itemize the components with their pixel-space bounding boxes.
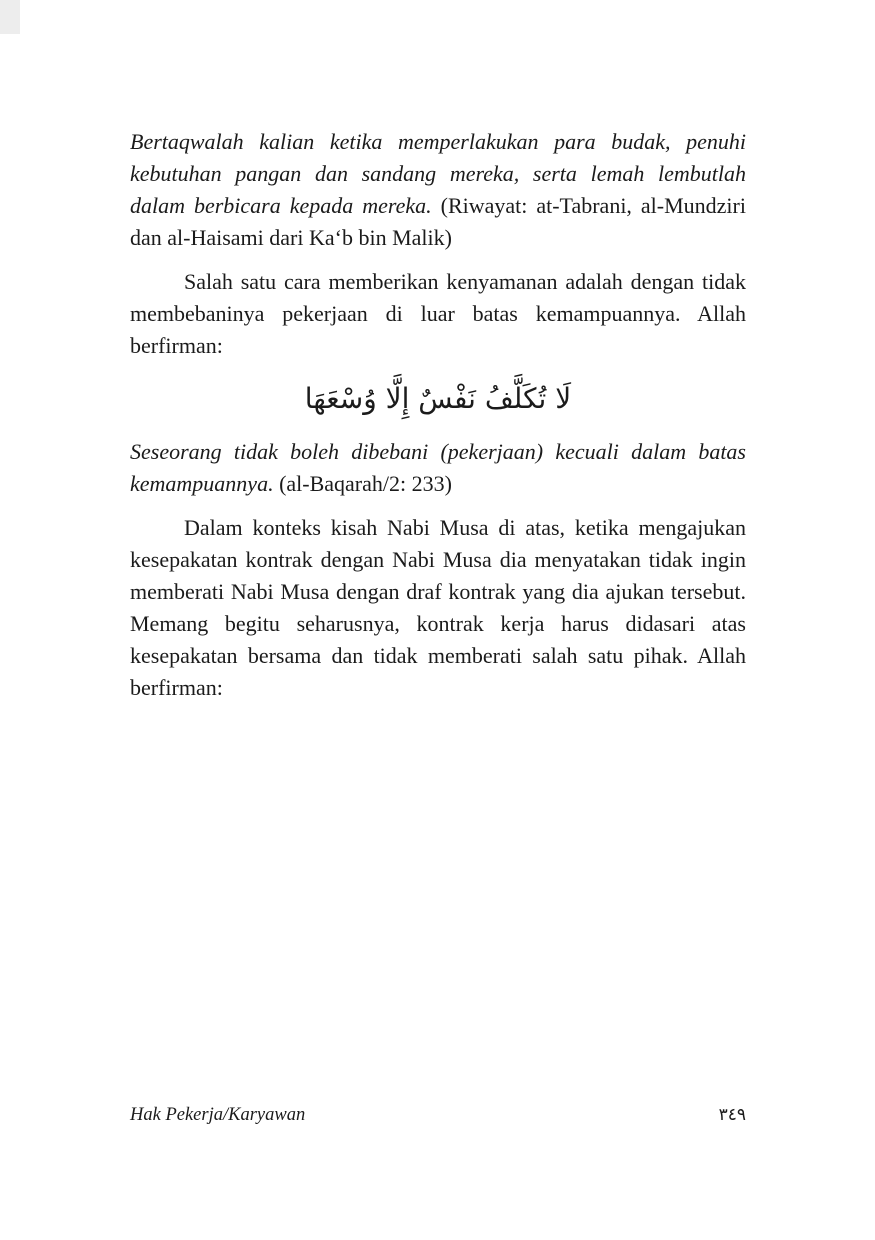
arabic-verse: لَا تُكَلَّفُ نَفْسٌ إِلَّا وُسْعَهَا (304, 382, 572, 415)
page-number: ٣٤٩ (718, 1105, 746, 1125)
verse-translation-source: (al-Baqarah/2: 233) (273, 471, 452, 496)
paragraph-context: Dalam konteks kisah Nabi Musa di atas, ketika mengajukan kesepakatan kontrak dengan Nabi Musa dia menyatakan tidak ingin memberati Nabi Musa dengan draf kontrak yang dia ajukan tersebut. Memang begitu seharusnya, kontrak kerja harus didasari atas kesepakatan bersama dan tidak memberati salah satu pihak. Allah berfirman: (130, 515, 746, 700)
hadith-quote-text: Bertaqwalah kalian ketika memperlakukan para budak, penuhi kebutuhan pangan dan sandang mereka, serta lemah lembutlah dalam berbicara kepada mereka. (130, 129, 746, 218)
verse-translation-text: Seseorang tidak boleh dibebani (pekerjaan) kecuali dalam batas kemampuannya. (130, 439, 746, 496)
paragraph-intro: Salah satu cara memberikan kenyamanan adalah dengan tidak membebaninya pekerjaan di luar batas kemampuannya. Allah berfirman: (130, 269, 746, 358)
verse-translation (130, 436, 746, 500)
page-footer (130, 1102, 746, 1128)
hadith-quote (130, 126, 746, 254)
scan-artifact (0, 0, 20, 34)
hadith-quote-source: (Riwayat: at-Tabrani, al-Mundziri dan al-Haisami dari Ka‘b bin Malik) (130, 193, 746, 250)
page-content (130, 126, 746, 716)
running-title: Hak Pekerja/Karyawan (130, 1105, 306, 1125)
